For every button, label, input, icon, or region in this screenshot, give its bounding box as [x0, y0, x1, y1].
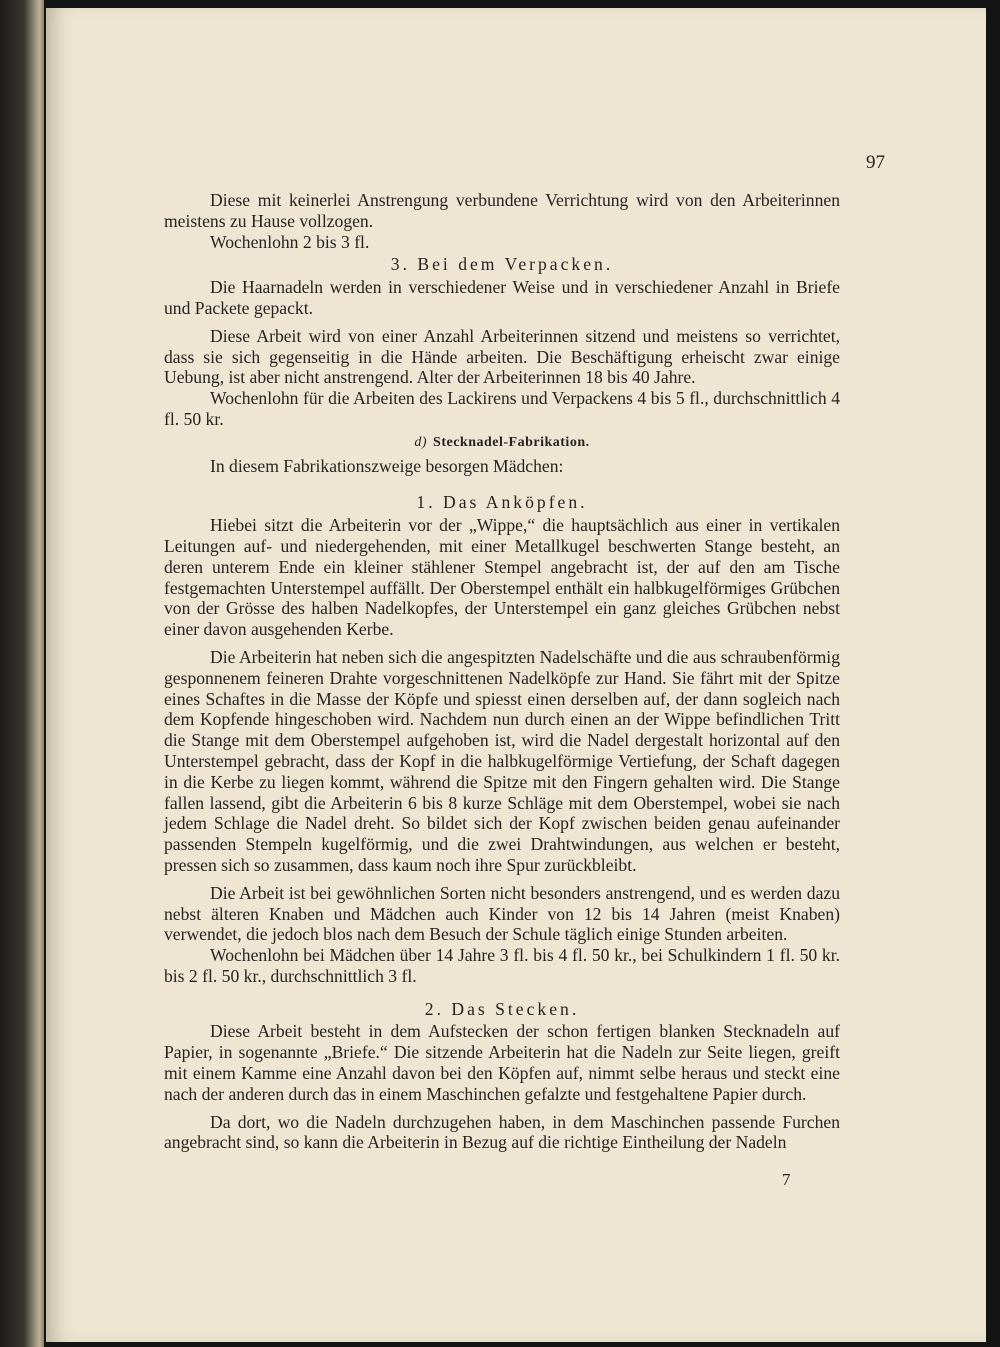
paragraph: Wochenlohn 2 bis 3 fl. [210, 231, 370, 252]
page-number: 97 [866, 152, 885, 173]
paragraph: Hiebei sitzt die Arbeiterin vor der „Wippe,“ die hauptsächlich aus einer in vertikalen Leitungen auf- und niedergehenden, mit einer Metallkugel beschwerten Stange besteht, an deren unterem Ende ein kleiner stählener Stempel angebracht ist, der auf den am Tische festgemachten Unterstempel auffällt. Der Oberstempel enthält ein halbkugelförmiges Grübchen von der Grösse des halben Nadelkopfes, der Unterstempel ein ganz gleiches Grübchen nebst einer davon ausgehenden Kerbe. [164, 515, 840, 640]
section-heading: 2. Das Stecken. [424, 998, 580, 1019]
subheading-title: Stecknadel-Fabrikation. [433, 434, 590, 450]
paragraph: In diesem Fabrikationszweige besorgen Mädchen: [210, 455, 564, 476]
subheading-letter: d) [414, 434, 428, 450]
book-page [46, 8, 986, 1342]
signature-mark: 7 [782, 1170, 791, 1189]
previous-page-edge [0, 0, 44, 1347]
paragraph: Diese Arbeit besteht in dem Aufstecken der schon fertigen blanken Stecknadeln auf Papier, in sogenannte „Briefe.“ Die sitzende Arbeiterin hat die Nadeln zur Seite liegen, greift mit einem Kamme eine Anzahl davon bei den Köpfen auf, nimmt selbe heraus und steckt eine nach der anderen durch das in einem Maschinchen gefalzte und festgehaltene Papier durch. [164, 1021, 840, 1104]
page-body [164, 190, 840, 1153]
section-heading: 1. Das Anköpfen. [416, 492, 588, 513]
section-heading: 3. Bei dem Verpacken. [390, 254, 614, 275]
paragraph: Wochenlohn bei Mädchen über 14 Jahre 3 fl. bis 4 fl. 50 kr., bei Schulkindern 1 fl. 50 kr. bis 2 fl. 50 kr., durchschnittlich 3 fl. [164, 945, 840, 986]
paragraph: Die Arbeiterin hat neben sich die angespitzten Nadelschäfte und die aus schraubenförmig gesponnenem feineren Drahte vorgeschnittenen Nadelköpfe zur Hand. Sie fährt mit der Spitze eines Schaftes in die Masse der Köpfe und spiesst einen derselben auf, der dann sogleich nach dem Kopfende hingeschoben wird. Nachdem nun durch einen an der Wippe befindlichen Tritt die Stange mit dem Oberstempel aufgehoben ist, wird die Nadel dergestalt horizontal auf den Unterstempel gebracht, dass der Kopf in die halbkugelförmige Vertiefung, der Schaft dagegen in die Kerbe zu liegen kommt, während die Spitze mit den Fingern gehalten wird. Die Stange fallen lassend, gibt die Arbeiterin 6 bis 8 kurze Schläge mit dem Oberstempel, wobei sie nach jedem Schlage die Nadel dreht. So bildet sich der Kopf zwischen beiden genau aufeinander passenden Stempeln kugelförmig, und die zwei Drahtwindungen, aus welchen er besteht, pressen sich so zusammen, dass kaum noch ihre Spur zurückbleibt. [164, 646, 840, 875]
paragraph: Die Haarnadeln werden in verschiedener Weise und in verschiedener Anzahl in Briefe und Packete gepackt. [164, 277, 840, 318]
paragraph: Diese Arbeit wird von einer Anzahl Arbeiterinnen sitzend und meistens so verrichtet, dass sie sich gegenseitig in die Hände arbeiten. Die Beschäftigung erheischt zwar einige Uebung, ist aber nicht anstrengend. Alter der Arbeiterinnen 18 bis 40 Jahre. [164, 325, 840, 388]
paragraph: Wochenlohn für die Arbeiten des Lackirens und Verpackens 4 bis 5 fl., durchschnittlich 4 fl. 50 kr. [164, 388, 840, 429]
paragraph: Die Arbeit ist bei gewöhnlichen Sorten nicht besonders anstrengend, und es werden dazu nebst älteren Knaben und Mädchen auch Kinder von 12 bis 14 Jahren (meist Knaben) verwendet, die jedoch blos nach dem Besuch der Schule täglich einige Stunden arbeiten. [164, 882, 840, 945]
chapter-subheading [164, 433, 840, 454]
paragraph: Da dort, wo die Nadeln durchzugehen haben, in dem Maschinchen passende Furchen angebracht sind, so kann die Arbeiterin in Bezug auf die richtige Eintheilung der Nadeln [164, 1111, 840, 1153]
paragraph: Diese mit keinerlei Anstrengung verbundene Verrichtung wird von den Arbeiterinnen meistens zu Hause vollzogen. [164, 190, 840, 231]
